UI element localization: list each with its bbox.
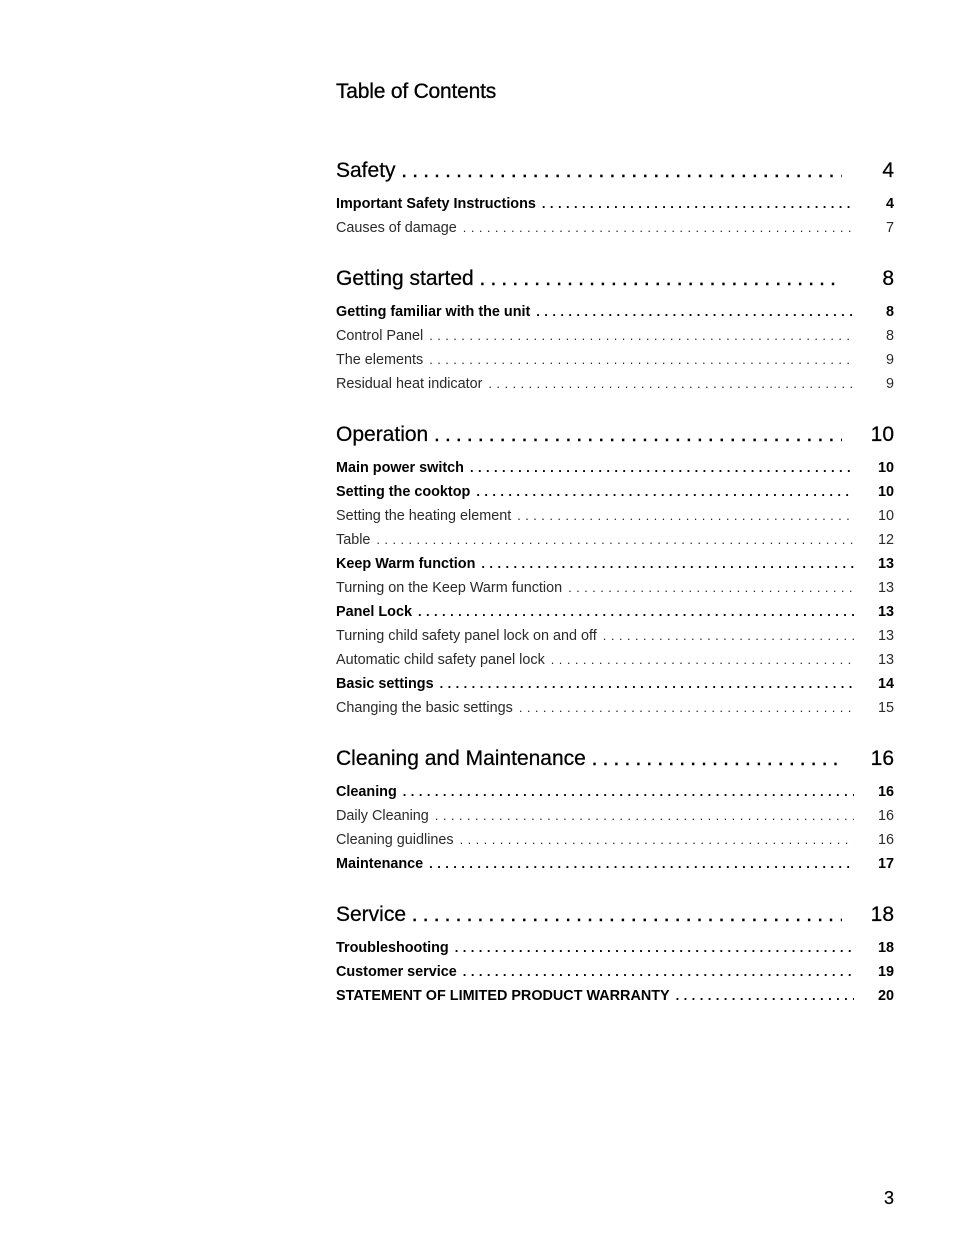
toc-entry-page: 9 [885,352,894,368]
dot-leader [592,743,842,777]
toc-heading-page: 10 [870,423,894,446]
toc-section [336,262,894,396]
toc-entry-page: 16 [877,832,894,848]
dot-leader [429,324,854,348]
toc-entry[interactable] [336,828,894,852]
toc-entry-label: Setting the cooktop [336,484,471,500]
toc-entry-label: Getting familiar with the unit [336,304,531,320]
toc-entry-label: The elements [336,352,424,368]
dot-leader [376,528,854,552]
toc-section [336,898,894,1008]
toc-entry[interactable] [336,696,894,720]
toc-entry-label: Cleaning [336,784,397,800]
toc-entry-label: Keep Warm function [336,556,476,572]
toc-entry-label: Table [336,532,371,548]
toc-entry-label: Control Panel [336,328,424,344]
dot-leader [412,899,842,933]
toc-entry-label: Maintenance [336,856,424,872]
dot-leader [676,984,854,1008]
toc-heading-label: Operation [336,423,429,446]
dot-leader [463,216,854,240]
toc-entry-label: Causes of damage [336,220,457,236]
toc-entry-page: 12 [877,532,894,548]
toc-entry[interactable] [336,552,894,576]
toc-entry-label: Turning on the Keep Warm function [336,580,563,596]
dot-leader [568,576,854,600]
toc-entry[interactable] [336,648,894,672]
toc-entry-label: Setting the heating element [336,508,512,524]
dot-leader [551,648,854,672]
dot-leader [480,263,842,297]
toc-heading-page: 8 [882,267,894,290]
toc-heading-label: Safety [336,159,396,182]
toc-entry-page: 9 [885,376,894,392]
toc-entry[interactable] [336,216,894,240]
toc-entry[interactable] [336,852,894,876]
toc-entry[interactable] [336,960,894,984]
dot-leader [542,192,854,216]
toc-heading-page: 16 [870,747,894,770]
toc-entry-label: Cleaning guidlines [336,832,454,848]
toc-entry-page: 10 [877,508,894,524]
toc-entry-label: Daily Cleaning [336,808,429,824]
dot-leader [429,348,854,372]
toc-section [336,154,894,240]
toc-heading[interactable] [336,154,894,188]
toc-heading-label: Getting started [336,267,474,290]
toc-entry[interactable] [336,504,894,528]
toc-entry-label: Panel Lock [336,604,412,620]
toc-heading[interactable] [336,262,894,296]
toc-entry-page: 13 [877,556,894,572]
toc-entry-page: 16 [877,784,894,800]
toc-entry[interactable] [336,984,894,1008]
toc-entry-page: 8 [885,304,894,320]
toc-entry[interactable] [336,348,894,372]
dot-leader [402,155,842,189]
toc-entry[interactable] [336,672,894,696]
toc-entry-page: 13 [877,628,894,644]
toc-entry-label: Turning child safety panel lock on and off [336,628,597,644]
toc-entry[interactable] [336,624,894,648]
toc-entry-page: 18 [877,940,894,956]
toc-entry[interactable] [336,324,894,348]
toc-entry[interactable] [336,372,894,396]
dot-leader [517,504,854,528]
dot-leader [519,696,854,720]
toc-entry-page: 8 [885,328,894,344]
toc-entry-label: Basic settings [336,676,434,692]
dot-leader [470,456,854,480]
toc-entry-label: Main power switch [336,460,464,476]
table-of-contents [336,154,894,1008]
toc-entry[interactable] [336,480,894,504]
toc-entry[interactable] [336,456,894,480]
toc-heading-page: 4 [882,159,894,182]
dot-leader [429,852,854,876]
toc-entry-page: 17 [877,856,894,872]
dot-leader [434,419,842,453]
dot-leader [455,936,854,960]
toc-section [336,742,894,876]
dot-leader [488,372,854,396]
toc-entry[interactable] [336,576,894,600]
toc-entry-page: 4 [885,196,894,212]
dot-leader [603,624,854,648]
toc-entry-label: Customer service [336,964,457,980]
toc-entry[interactable] [336,600,894,624]
toc-heading[interactable] [336,898,894,932]
toc-entry-page: 20 [877,988,894,1004]
dot-leader [481,552,854,576]
toc-entry[interactable] [336,780,894,804]
toc-heading[interactable] [336,742,894,776]
toc-entry-page: 13 [877,580,894,596]
toc-heading-label: Cleaning and Maintenance [336,747,586,770]
toc-entry-label: Automatic child safety panel lock [336,652,545,668]
dot-leader [440,672,854,696]
toc-entry[interactable] [336,804,894,828]
toc-section [336,418,894,720]
toc-entry-page: 15 [877,700,894,716]
toc-entry-label: STATEMENT OF LIMITED PRODUCT WARRANTY [336,988,670,1004]
dot-leader [536,300,854,324]
toc-entry-page: 16 [877,808,894,824]
dot-leader [403,780,854,804]
dot-leader [418,600,854,624]
toc-entry-label: Changing the basic settings [336,700,513,716]
dot-leader [463,960,854,984]
toc-entry-page: 14 [877,676,894,692]
toc-entry-page: 10 [877,460,894,476]
toc-entry[interactable] [336,936,894,960]
toc-entry[interactable] [336,528,894,552]
toc-entry[interactable] [336,192,894,216]
page-title: Table of Contents [336,80,497,103]
dot-leader [460,828,854,852]
dot-leader [476,480,854,504]
toc-heading-page: 18 [870,903,894,926]
toc-entry-label: Troubleshooting [336,940,449,956]
toc-entry[interactable] [336,300,894,324]
page-number: 3 [884,1188,895,1208]
toc-heading-label: Service [336,903,407,926]
toc-entry-page: 13 [877,604,894,620]
toc-entry-page: 13 [877,652,894,668]
toc-heading[interactable] [336,418,894,452]
toc-entry-label: Important Safety Instructions [336,196,536,212]
dot-leader [435,804,854,828]
toc-entry-page: 19 [877,964,894,980]
toc-entry-label: Residual heat indicator [336,376,483,392]
toc-entry-page: 10 [877,484,894,500]
toc-entry-page: 7 [885,220,894,236]
